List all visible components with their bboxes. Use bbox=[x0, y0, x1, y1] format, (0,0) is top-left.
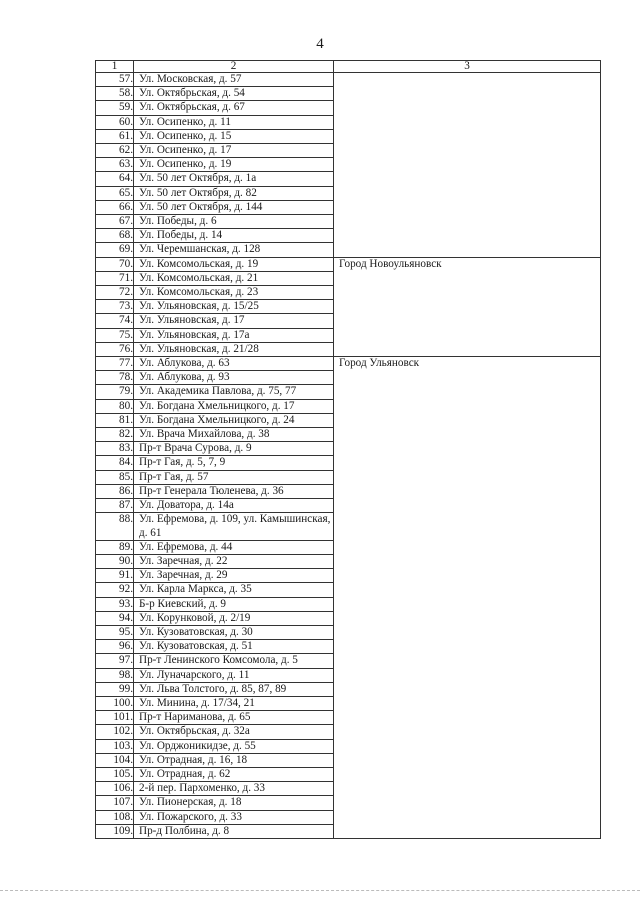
row-number: 59. bbox=[96, 101, 134, 115]
address-cell: Ул. Аблукова, д. 93 bbox=[134, 371, 334, 385]
row-number: 72. bbox=[96, 286, 134, 300]
row-number: 97. bbox=[96, 654, 134, 668]
address-cell: Ул. Осипенко, д. 17 bbox=[134, 144, 334, 158]
row-number: 64. bbox=[96, 172, 134, 186]
row-number: 75. bbox=[96, 328, 134, 342]
table-row bbox=[96, 73, 601, 87]
row-number: 100. bbox=[96, 696, 134, 710]
address-cell: Ул. Черемшанская, д. 128 bbox=[134, 243, 334, 257]
table-row bbox=[96, 357, 601, 371]
address-cell: Ул. Кузоватовская, д. 51 bbox=[134, 640, 334, 654]
row-number: 73. bbox=[96, 300, 134, 314]
address-cell: Ул. Осипенко, д. 11 bbox=[134, 115, 334, 129]
address-cell: Ул. Орджоникидзе, д. 55 bbox=[134, 739, 334, 753]
address-cell: Ул. Корунковой, д. 2/19 bbox=[134, 611, 334, 625]
table-row bbox=[96, 257, 601, 271]
address-cell: Пр-т Нариманова, д. 65 bbox=[134, 711, 334, 725]
row-number: 99. bbox=[96, 682, 134, 696]
row-number: 70. bbox=[96, 257, 134, 271]
row-number: 106. bbox=[96, 782, 134, 796]
address-cell: Ул. Ульяновская, д. 15/25 bbox=[134, 300, 334, 314]
row-number: 82. bbox=[96, 428, 134, 442]
address-cell: Ул. Ульяновская, д. 17а bbox=[134, 328, 334, 342]
row-number: 58. bbox=[96, 87, 134, 101]
row-number: 89. bbox=[96, 540, 134, 554]
table-body bbox=[96, 73, 601, 839]
city-cell: Город Ульяновск bbox=[334, 357, 601, 839]
row-number: 69. bbox=[96, 243, 134, 257]
row-number: 67. bbox=[96, 215, 134, 229]
address-cell: Ул. Ефремова, д. 44 bbox=[134, 540, 334, 554]
row-number: 79. bbox=[96, 385, 134, 399]
address-cell: Пр-т Гая, д. 57 bbox=[134, 470, 334, 484]
address-cell: 2-й пер. Пархоменко, д. 33 bbox=[134, 782, 334, 796]
row-number: 107. bbox=[96, 796, 134, 810]
row-number: 104. bbox=[96, 753, 134, 767]
row-number: 66. bbox=[96, 200, 134, 214]
address-cell: Пр-д Полбина, д. 8 bbox=[134, 824, 334, 838]
address-cell: Ул. 50 лет Октября, д. 144 bbox=[134, 200, 334, 214]
city-cell: Город Новоульяновск bbox=[334, 257, 601, 356]
address-cell: Ул. Богдана Хмельницкого, д. 17 bbox=[134, 399, 334, 413]
row-number: 60. bbox=[96, 115, 134, 129]
row-number: 93. bbox=[96, 597, 134, 611]
address-cell: Ул. Ульяновская, д. 17 bbox=[134, 314, 334, 328]
row-number: 87. bbox=[96, 499, 134, 513]
address-cell: Ул. Отрадная, д. 62 bbox=[134, 767, 334, 781]
row-number: 92. bbox=[96, 583, 134, 597]
row-number: 68. bbox=[96, 229, 134, 243]
row-number: 78. bbox=[96, 371, 134, 385]
address-cell: Б-р Киевский, д. 9 bbox=[134, 597, 334, 611]
address-cell: Ул. 50 лет Октября, д. 1а bbox=[134, 172, 334, 186]
row-number: 94. bbox=[96, 611, 134, 625]
address-cell: Ул. Пожарского, д. 33 bbox=[134, 810, 334, 824]
row-number: 62. bbox=[96, 144, 134, 158]
row-number: 88. bbox=[96, 513, 134, 540]
page-number: 4 bbox=[316, 36, 324, 52]
row-number: 74. bbox=[96, 314, 134, 328]
address-cell: Ул. Октябрьская, д. 32а bbox=[134, 725, 334, 739]
address-cell: Ул. Академика Павлова, д. 75, 77 bbox=[134, 385, 334, 399]
row-number: 101. bbox=[96, 711, 134, 725]
address-cell: Ул. 50 лет Октября, д. 82 bbox=[134, 186, 334, 200]
address-cell: Ул. Пионерская, д. 18 bbox=[134, 796, 334, 810]
address-cell: Ул. Кузоватовская, д. 30 bbox=[134, 625, 334, 639]
address-cell: Ул. Минина, д. 17/34, 21 bbox=[134, 696, 334, 710]
row-number: 96. bbox=[96, 640, 134, 654]
column-header-3: 3 bbox=[334, 61, 601, 73]
row-number: 81. bbox=[96, 413, 134, 427]
address-cell: Ул. Комсомольская, д. 21 bbox=[134, 271, 334, 285]
table-header-row bbox=[96, 61, 601, 73]
address-table bbox=[95, 60, 601, 839]
row-number: 90. bbox=[96, 554, 134, 568]
city-cell bbox=[334, 73, 601, 258]
address-cell: Пр-т Генерала Тюленева, д. 36 bbox=[134, 484, 334, 498]
column-header-2: 2 bbox=[134, 61, 334, 73]
row-number: 84. bbox=[96, 456, 134, 470]
address-cell: Ул. Октябрьская, д. 54 bbox=[134, 87, 334, 101]
address-cell: Ул. Комсомольская, д. 19 bbox=[134, 257, 334, 271]
row-number: 95. bbox=[96, 625, 134, 639]
address-cell: Ул. Московская, д. 57 bbox=[134, 73, 334, 87]
address-cell: Ул. Осипенко, д. 19 bbox=[134, 158, 334, 172]
row-number: 102. bbox=[96, 725, 134, 739]
row-number: 63. bbox=[96, 158, 134, 172]
address-cell: Пр-т Врача Сурова, д. 9 bbox=[134, 442, 334, 456]
address-cell: Ул. Комсомольская, д. 23 bbox=[134, 286, 334, 300]
address-cell: Ул. Отрадная, д. 16, 18 bbox=[134, 753, 334, 767]
row-number: 77. bbox=[96, 357, 134, 371]
address-cell: Ул. Аблукова, д. 63 bbox=[134, 357, 334, 371]
row-number: 57. bbox=[96, 73, 134, 87]
address-cell: Ул. Врача Михайлова, д. 38 bbox=[134, 428, 334, 442]
row-number: 61. bbox=[96, 129, 134, 143]
address-cell: Ул. Октябрьская, д. 67 bbox=[134, 101, 334, 115]
row-number: 83. bbox=[96, 442, 134, 456]
column-header-1: 1 bbox=[96, 61, 134, 73]
address-cell: Ул. Ульяновская, д. 21/28 bbox=[134, 342, 334, 356]
address-cell: Ул. Льва Толстого, д. 85, 87, 89 bbox=[134, 682, 334, 696]
address-cell: Ул. Победы, д. 6 bbox=[134, 215, 334, 229]
row-number: 103. bbox=[96, 739, 134, 753]
address-cell: Ул. Осипенко, д. 15 bbox=[134, 129, 334, 143]
row-number: 85. bbox=[96, 470, 134, 484]
row-number: 108. bbox=[96, 810, 134, 824]
address-cell: Ул. Ефремова, д. 109, ул. Камышинская, д. 61 bbox=[134, 513, 334, 540]
row-number: 80. bbox=[96, 399, 134, 413]
address-cell: Ул. Карла Маркса, д. 35 bbox=[134, 583, 334, 597]
address-cell: Ул. Богдана Хмельницкого, д. 24 bbox=[134, 413, 334, 427]
address-cell: Ул. Доватора, д. 14а bbox=[134, 499, 334, 513]
address-cell: Пр-т Ленинского Комсомола, д. 5 bbox=[134, 654, 334, 668]
row-number: 76. bbox=[96, 342, 134, 356]
address-cell: Ул. Луначарского, д. 11 bbox=[134, 668, 334, 682]
row-number: 91. bbox=[96, 569, 134, 583]
address-cell: Ул. Победы, д. 14 bbox=[134, 229, 334, 243]
address-cell: Ул. Заречная, д. 29 bbox=[134, 569, 334, 583]
row-number: 86. bbox=[96, 484, 134, 498]
address-cell: Ул. Заречная, д. 22 bbox=[134, 554, 334, 568]
address-cell: Пр-т Гая, д. 5, 7, 9 bbox=[134, 456, 334, 470]
row-number: 65. bbox=[96, 186, 134, 200]
row-number: 98. bbox=[96, 668, 134, 682]
scan-edge-line bbox=[0, 890, 640, 892]
row-number: 71. bbox=[96, 271, 134, 285]
row-number: 109. bbox=[96, 824, 134, 838]
row-number: 105. bbox=[96, 767, 134, 781]
